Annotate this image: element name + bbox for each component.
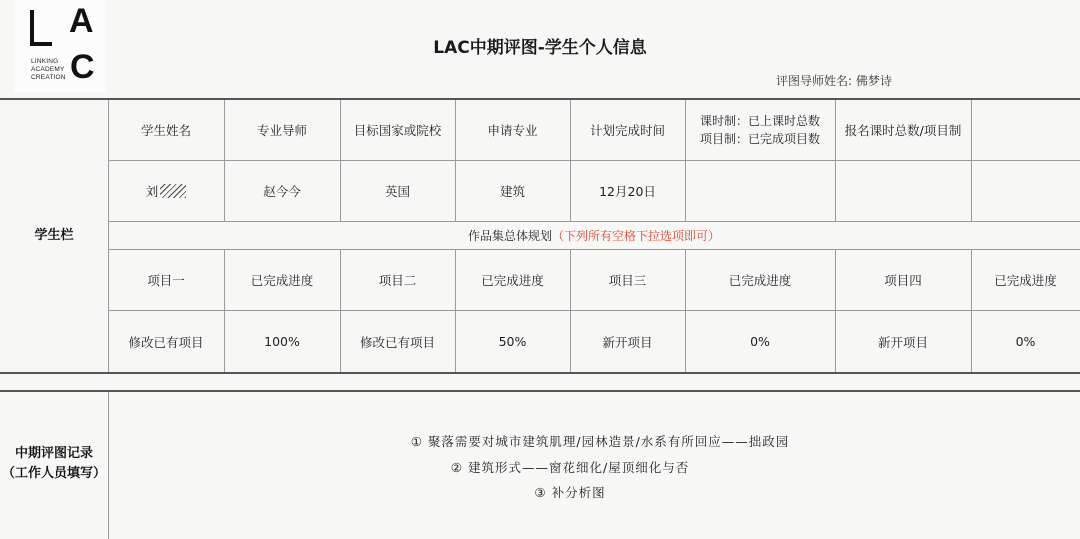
- review-record-section: [0, 390, 1080, 539]
- project-1-progress-select[interactable]: 100%: [264, 334, 300, 349]
- value-target: 英国: [384, 184, 410, 199]
- project-3-progress-select[interactable]: 0%: [750, 334, 770, 349]
- value-extra[interactable]: [971, 161, 1080, 221]
- project-2-progress-select[interactable]: 50%: [498, 334, 527, 349]
- project-2-label: 项目二: [378, 273, 417, 288]
- project-1-type-select[interactable]: 修改已有项目: [128, 334, 204, 350]
- lac-logo: A C LINKING ACADEMY CREATION: [14, 0, 106, 92]
- value-tutor: 赵今今: [263, 184, 301, 199]
- logo-tagline: LINKING ACADEMY CREATION: [31, 58, 66, 81]
- project-1-progress-label: 已完成进度: [250, 273, 314, 288]
- value-student-name: 刘: [108, 161, 224, 221]
- portfolio-plan-title: 作品集总体规划 （下列所有空格下拉选项即可）: [467, 229, 721, 243]
- header-total-hours: 报名课时总数/项目制: [844, 123, 962, 138]
- review-note-1: ① 聚落需要对城市建筑肌理/园林造景/水系有所回应——拙政园: [410, 434, 790, 449]
- student-info-table: [0, 98, 1080, 374]
- student-section-label: 学生栏: [34, 228, 74, 243]
- header-hours-projects: 课时制：已上课时总数 项目制：已完成项目数: [699, 114, 820, 146]
- project-4-type-select[interactable]: 新开项目: [877, 334, 928, 350]
- project-1-label: 项目一: [147, 273, 185, 288]
- header-major: 申请专业: [487, 123, 538, 138]
- project-3-progress-label: 已完成进度: [728, 273, 792, 288]
- value-major: 建筑: [499, 184, 525, 199]
- value-deadline: 12月20日: [599, 184, 656, 199]
- review-record-label: 中期评图记录 （工作人员填写）: [1, 446, 106, 481]
- value-total-hours[interactable]: [835, 161, 971, 221]
- header-student-name: 学生姓名: [140, 123, 191, 138]
- dropdown-note: （下列所有空格下拉选项即可）: [552, 229, 721, 243]
- project-4-label: 项目四: [884, 273, 922, 288]
- value-hours-projects[interactable]: [685, 161, 835, 221]
- project-3-label: 项目三: [608, 273, 647, 288]
- header-deadline: 计划完成时间: [589, 123, 665, 138]
- review-note-3: ③ 补分析图: [534, 485, 606, 500]
- header-tutor: 专业导师: [256, 123, 307, 138]
- redaction-mark: [160, 184, 186, 198]
- header-target: 目标国家或院校: [353, 123, 442, 138]
- project-4-progress-select[interactable]: 0%: [1015, 334, 1036, 349]
- header-extra: [971, 100, 1080, 160]
- project-2-type-select[interactable]: 修改已有项目: [359, 334, 435, 350]
- project-3-type-select[interactable]: 新开项目: [602, 334, 653, 350]
- project-4-progress-label: 已完成进度: [994, 273, 1057, 288]
- review-note-2: ② 建筑形式——窗花细化/屋顶细化与否: [450, 460, 690, 475]
- page-title: LAC中期评图-学生个人信息: [433, 38, 647, 58]
- tutor-name: 评图导师姓名: 佛梦诗: [776, 74, 892, 88]
- project-2-progress-label: 已完成进度: [481, 273, 544, 288]
